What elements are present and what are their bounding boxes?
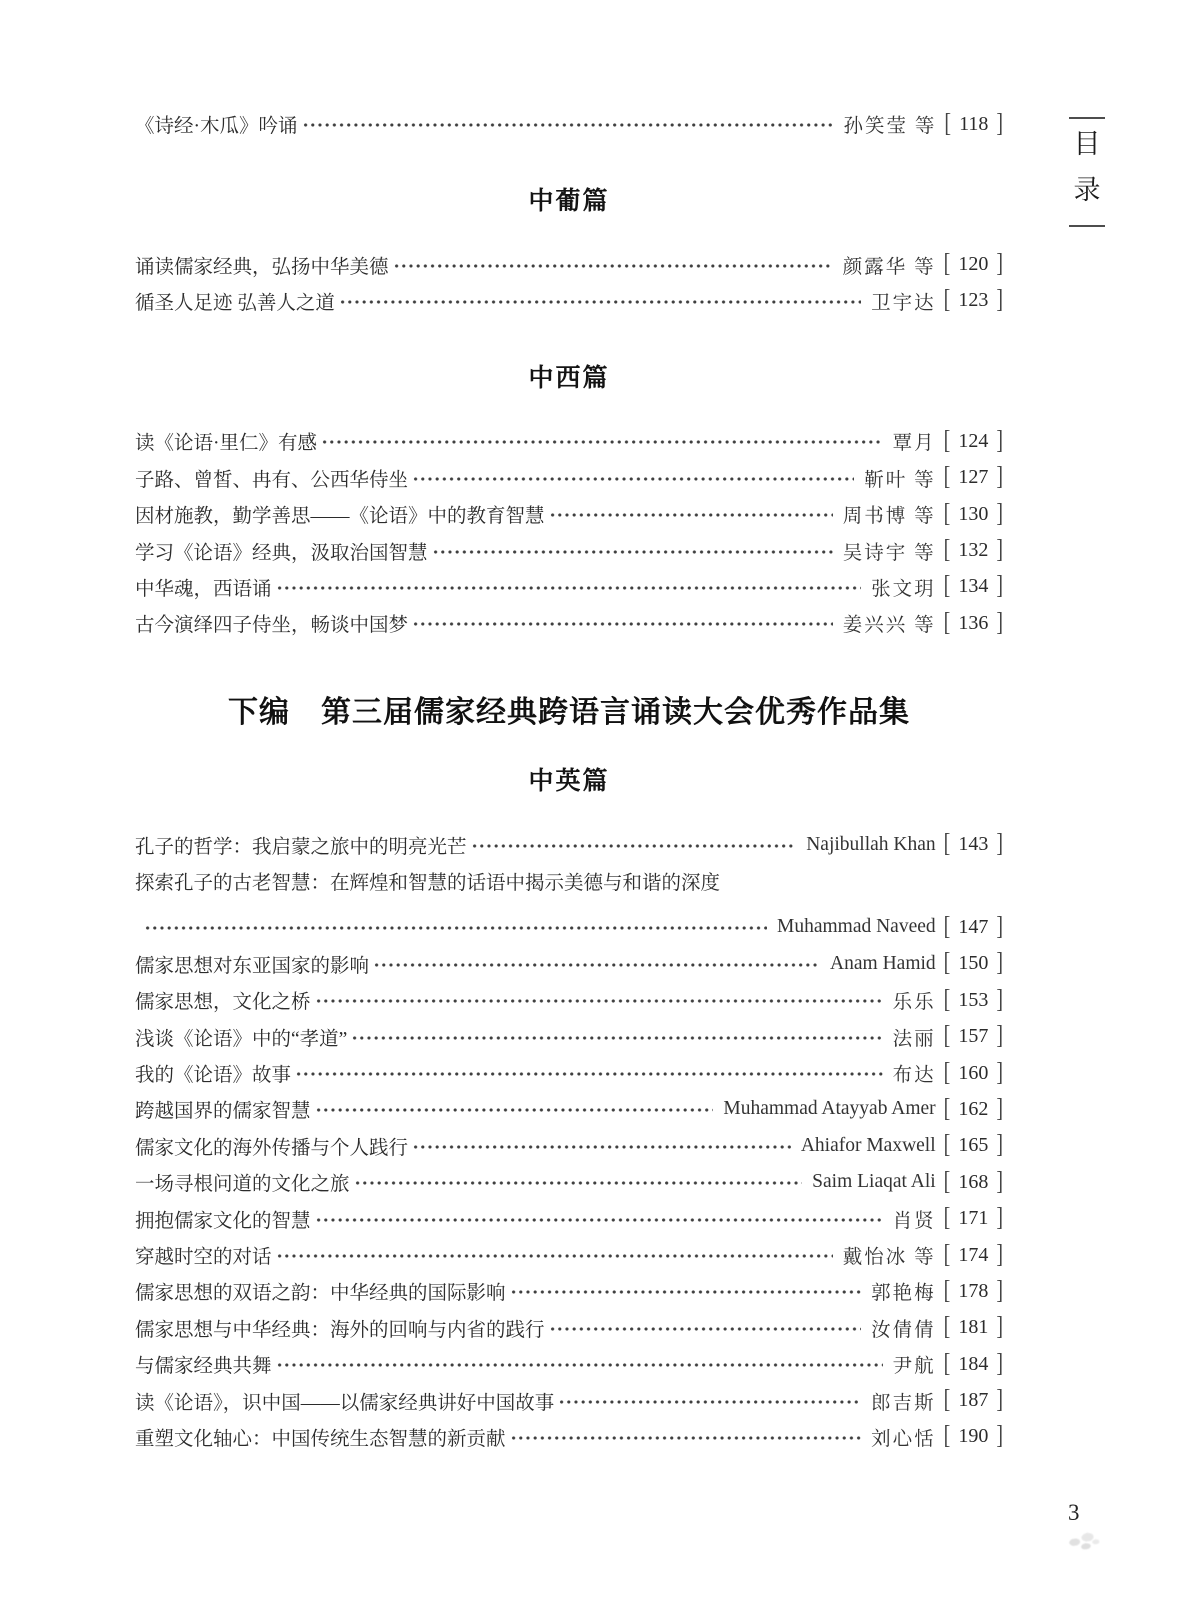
toc-entry — [135, 982, 1003, 1018]
entry-author: 郭艳梅 — [871, 1283, 936, 1305]
toc-entry — [135, 1419, 1003, 1455]
page-value: 157 — [958, 1025, 989, 1048]
dot-leader — [303, 120, 834, 130]
dot-leader — [433, 547, 833, 557]
dot-leader — [277, 1251, 833, 1261]
bracket-close-icon: ] — [996, 571, 1003, 601]
toc-entry — [135, 1200, 1003, 1236]
entry-title: 浅谈《论语》中的“孝道” — [135, 1028, 348, 1050]
part-title: 下编 第三届儒家经典跨语言诵读大会优秀作品集 — [228, 695, 910, 729]
entry-page-number — [943, 535, 1003, 565]
toc-entry — [135, 1055, 1003, 1091]
page-number: 3 — [1068, 1500, 1080, 1525]
toc-entry-continuation — [135, 909, 1003, 945]
entry-page-number — [943, 499, 1003, 528]
entry-author: 肖贤 — [892, 1210, 936, 1232]
bracket-open-icon: [ — [943, 499, 951, 528]
entry-page-number — [943, 608, 1003, 637]
page-value: 165 — [958, 1134, 989, 1157]
bracket-close-icon: ] — [996, 109, 1003, 138]
bracket-open-icon: [ — [943, 1312, 951, 1342]
entry-author: Najibullah Khan — [806, 833, 936, 855]
bracket-open-icon: [ — [943, 571, 951, 601]
entry-author: 法丽 — [892, 1028, 936, 1050]
toc-entry — [135, 423, 1003, 459]
toc-entry — [135, 605, 1003, 641]
bracket-open-icon: [ — [943, 1240, 951, 1269]
bracket-close-icon: ] — [996, 535, 1003, 565]
bracket-close-icon: ] — [996, 985, 1003, 1014]
bracket-open-icon: [ — [943, 249, 951, 279]
entry-page-number — [943, 1167, 1003, 1196]
entry-author: 周书博 等 — [842, 506, 936, 528]
entry-page-number — [943, 985, 1003, 1014]
entry-author: 卫宇达 — [871, 292, 936, 314]
page-value: 130 — [958, 502, 989, 525]
margin-tab-char: 录 — [1073, 175, 1101, 205]
page-value: 147 — [958, 915, 989, 938]
page-value: 127 — [958, 466, 989, 489]
entry-title: 子路、曾皙、冉有、公西华侍坐 — [135, 469, 409, 491]
page-value: 134 — [958, 575, 989, 598]
page-value: 168 — [958, 1170, 989, 1193]
entry-title: 因材施教，勤学善思——《论语》中的教育智慧 — [135, 506, 545, 528]
entry-title: 探索孔子的古老智慧：在辉煌和智慧的话语中揭示美德与和谐的深度 — [135, 873, 721, 895]
page-value: 190 — [958, 1425, 989, 1448]
margin-tab — [1069, 117, 1105, 227]
page-value: 160 — [958, 1061, 989, 1084]
page-value: 181 — [958, 1316, 989, 1339]
entry-title: 循圣人足迹 弘善人之道 — [135, 292, 335, 314]
bracket-close-icon: ] — [996, 1276, 1003, 1306]
bracket-close-icon: ] — [996, 912, 1003, 942]
entry-page-number — [943, 426, 1003, 456]
toc-entry — [135, 1091, 1003, 1127]
toc-entry — [135, 460, 1003, 496]
entry-author: Ahiafor Maxwell — [800, 1134, 936, 1156]
entry-page-number — [943, 1385, 1003, 1415]
entry-title: 学习《论语》经典，汲取治国智慧 — [135, 542, 428, 564]
page-value: 123 — [958, 289, 989, 312]
entry-page-number — [943, 1276, 1003, 1306]
entry-author: 郎吉斯 — [871, 1392, 936, 1414]
page-value: 171 — [958, 1207, 989, 1230]
toc-entry — [135, 246, 1003, 282]
bracket-close-icon: ] — [996, 948, 1003, 978]
bracket-close-icon: ] — [996, 1349, 1003, 1378]
entry-title: 《诗经·木瓜》吟诵 — [135, 116, 298, 138]
entry-title: 古今演绎四子侍坐，畅谈中国梦 — [135, 615, 409, 637]
entry-page-number — [943, 286, 1003, 315]
entry-page-number — [943, 1203, 1003, 1233]
entry-title: 中华魂，西语诵 — [135, 578, 272, 600]
bracket-open-icon: [ — [943, 1094, 951, 1124]
dot-leader — [355, 1178, 803, 1188]
bracket-open-icon: [ — [943, 1385, 951, 1415]
entry-author: Saim Liaqat Ali — [812, 1171, 936, 1193]
page-value: 136 — [958, 611, 989, 634]
toc-entry — [135, 1164, 1003, 1200]
bracket-close-icon: ] — [996, 1167, 1003, 1196]
entry-page-number — [943, 1312, 1003, 1342]
page-value: 178 — [958, 1279, 989, 1302]
entry-author: Muhammad Atayyab Amer — [723, 1098, 936, 1120]
entry-author: 吴诗宇 等 — [842, 542, 936, 564]
margin-tab-char: 目 — [1073, 129, 1101, 159]
bracket-close-icon: ] — [996, 426, 1003, 456]
entry-title: 诵读儒家经典，弘扬中华美德 — [135, 256, 389, 278]
bracket-open-icon: [ — [943, 1058, 951, 1087]
dot-leader — [316, 1105, 714, 1115]
toc-entry — [135, 569, 1003, 605]
section-heading: 中英篇 — [528, 766, 610, 795]
bracket-close-icon: ] — [996, 249, 1003, 279]
entry-title: 我的《论语》故事 — [135, 1065, 292, 1087]
toc-content — [135, 106, 1003, 1455]
page-value: 120 — [958, 253, 989, 276]
dot-leader — [374, 960, 820, 970]
entry-page-number — [943, 1094, 1003, 1124]
dot-leader — [316, 1215, 883, 1225]
entry-page-number — [944, 109, 1003, 138]
entry-page-number — [943, 948, 1003, 978]
entry-page-number — [943, 1130, 1003, 1160]
bracket-close-icon: ] — [996, 1422, 1003, 1451]
toc-entry — [135, 1237, 1003, 1273]
bracket-open-icon: [ — [943, 829, 951, 859]
entry-author: 覃月 — [892, 433, 936, 455]
bracket-open-icon: [ — [943, 286, 951, 315]
toc-entry — [135, 1310, 1003, 1346]
dot-leader — [145, 923, 767, 933]
entry-page-number — [943, 912, 1003, 942]
bracket-close-icon: ] — [996, 1130, 1003, 1160]
dot-leader — [322, 437, 883, 447]
entry-author: 靳叶 等 — [864, 469, 936, 491]
bracket-open-icon: [ — [943, 1021, 951, 1051]
entry-page-number — [943, 1021, 1003, 1051]
toc-entry — [135, 1128, 1003, 1164]
bracket-open-icon: [ — [943, 535, 951, 565]
dot-leader — [394, 261, 833, 271]
entry-page-number — [943, 249, 1003, 279]
bracket-open-icon: [ — [943, 1167, 951, 1196]
entry-author: 孙笑莹 等 — [843, 116, 937, 138]
toc-entry — [135, 496, 1003, 532]
toc-entry — [135, 1382, 1003, 1418]
entry-author: 姜兴兴 等 — [842, 615, 936, 637]
entry-title: 儒家思想对东亚国家的影响 — [135, 955, 370, 977]
bracket-open-icon: [ — [943, 1203, 951, 1233]
bracket-close-icon: ] — [996, 608, 1003, 637]
toc-entry — [135, 1018, 1003, 1054]
toc-entry-title-line — [135, 863, 1003, 899]
dot-leader — [511, 1287, 862, 1297]
bracket-open-icon: [ — [943, 1130, 951, 1160]
dot-leader — [413, 1142, 791, 1152]
entry-author: 乐乐 — [892, 992, 936, 1014]
page-value: 118 — [959, 112, 989, 135]
bracket-close-icon: ] — [996, 1021, 1003, 1051]
page-value: 162 — [958, 1097, 989, 1120]
bracket-close-icon: ] — [996, 499, 1003, 528]
toc-entry — [135, 106, 1003, 142]
bracket-open-icon: [ — [943, 462, 951, 492]
entry-title: 儒家思想的双语之韵：中华经典的国际影响 — [135, 1283, 506, 1305]
margin-rule-bottom — [1069, 225, 1105, 227]
bracket-close-icon: ] — [996, 1203, 1003, 1233]
dot-leader — [413, 619, 833, 629]
page-value: 150 — [958, 952, 989, 975]
dot-leader — [316, 996, 883, 1006]
entry-title: 重塑文化轴心：中国传统生态智慧的新贡献 — [135, 1428, 506, 1450]
entry-title: 一场寻根问道的文化之旅 — [135, 1174, 350, 1196]
entry-page-number — [943, 1349, 1003, 1378]
dot-leader — [296, 1069, 883, 1079]
bracket-open-icon: [ — [944, 109, 952, 138]
entry-title: 儒家文化的海外传播与个人践行 — [135, 1137, 409, 1159]
bracket-open-icon: [ — [943, 608, 951, 637]
dot-leader — [550, 1324, 862, 1334]
section-heading: 中葡篇 — [528, 187, 610, 216]
bracket-close-icon: ] — [996, 1094, 1003, 1124]
dot-leader — [340, 297, 861, 307]
dot-leader — [472, 841, 797, 851]
entry-title: 儒家思想，文化之桥 — [135, 992, 311, 1014]
page-value: 174 — [958, 1243, 989, 1266]
dot-leader — [559, 1397, 861, 1407]
page-value: 153 — [958, 988, 989, 1011]
entry-title: 与儒家经典共舞 — [135, 1356, 272, 1378]
entry-page-number — [943, 1422, 1003, 1451]
entry-author: 尹航 — [892, 1356, 936, 1378]
bracket-close-icon: ] — [996, 462, 1003, 492]
dot-leader — [277, 583, 862, 593]
toc-entry — [135, 1273, 1003, 1309]
entry-title: 读《论语》，识中国——以儒家经典讲好中国故事 — [135, 1392, 555, 1414]
entry-author: 汝倩倩 — [871, 1319, 936, 1341]
page-value: 143 — [958, 833, 989, 856]
page-value: 187 — [958, 1389, 989, 1412]
entry-page-number — [943, 571, 1003, 601]
entry-author: 戴怡冰 等 — [842, 1247, 936, 1268]
dot-leader — [413, 474, 854, 484]
entry-page-number — [943, 1240, 1003, 1269]
bracket-open-icon: [ — [943, 948, 951, 978]
entry-title: 跨越国界的儒家智慧 — [135, 1101, 311, 1123]
toc-entry — [135, 946, 1003, 982]
entry-page-number — [943, 829, 1003, 859]
bracket-open-icon: [ — [943, 912, 951, 942]
toc-entry — [135, 827, 1003, 863]
entry-author: Anam Hamid — [830, 952, 936, 974]
entry-author: Muhammad Naveed — [776, 916, 936, 938]
page-value: 184 — [958, 1352, 989, 1375]
bracket-close-icon: ] — [996, 1240, 1003, 1269]
bracket-close-icon: ] — [996, 1312, 1003, 1342]
entry-page-number — [943, 462, 1003, 492]
entry-title: 儒家思想与中华经典：海外的回响与内省的践行 — [135, 1319, 545, 1341]
stamp-ornament — [1060, 1525, 1105, 1557]
entry-author: 颜露华 等 — [842, 256, 936, 278]
dot-leader — [550, 510, 833, 520]
section-heading: 中西篇 — [528, 364, 610, 393]
bracket-open-icon: [ — [943, 985, 951, 1014]
bracket-close-icon: ] — [996, 1058, 1003, 1087]
page-value: 132 — [958, 539, 989, 562]
dot-leader — [511, 1433, 862, 1443]
bracket-close-icon: ] — [996, 829, 1003, 859]
entry-author: 布达 — [892, 1065, 936, 1087]
dot-leader — [352, 1033, 882, 1043]
entry-title: 孔子的哲学：我启蒙之旅中的明亮光芒 — [135, 836, 467, 858]
entry-page-number — [943, 1058, 1003, 1087]
bracket-close-icon: ] — [996, 1385, 1003, 1415]
bracket-open-icon: [ — [943, 426, 951, 456]
bracket-close-icon: ] — [996, 286, 1003, 315]
page-value: 124 — [958, 429, 989, 452]
entry-title: 穿越时空的对话 — [135, 1247, 272, 1268]
dot-leader — [277, 1360, 883, 1370]
entry-title: 读《论语·里仁》有感 — [135, 433, 317, 455]
margin-rule-top — [1069, 117, 1105, 119]
toc-entry — [135, 1346, 1003, 1382]
entry-title: 拥抱儒家文化的智慧 — [135, 1210, 311, 1232]
toc-entry — [135, 283, 1003, 319]
entry-author: 张文玥 — [871, 578, 936, 600]
bracket-open-icon: [ — [943, 1422, 951, 1451]
bracket-open-icon: [ — [943, 1349, 951, 1378]
bracket-open-icon: [ — [943, 1276, 951, 1306]
toc-entry — [135, 532, 1003, 568]
entry-author: 刘心恬 — [871, 1428, 936, 1450]
